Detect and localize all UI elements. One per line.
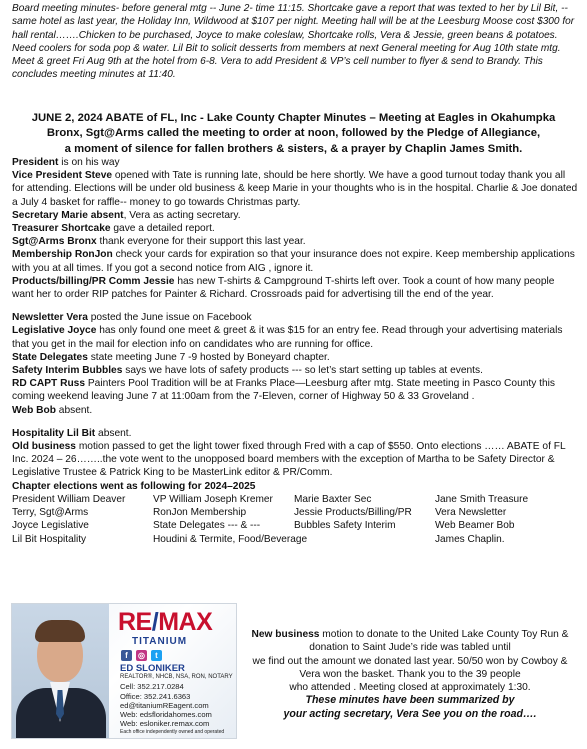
officer-entry: Houdini & Termite, Food/Beverage (153, 533, 308, 545)
closing-line: These minutes have been summarized by (305, 694, 515, 707)
agent-details (120, 664, 233, 738)
report-text: posted the June issue on Facebook (87, 312, 252, 324)
officer-entry: Web Beamer Bob (435, 520, 515, 532)
report-lead: Vice President Steve (12, 170, 113, 182)
twitter-icon[interactable]: t (151, 650, 162, 661)
officer-entry: Terry, Sgt@Arms (12, 507, 89, 519)
officer-entry: Joyce Legislative (12, 520, 89, 532)
report-paragraph (12, 324, 578, 350)
report-lead: Newsletter Vera (12, 312, 88, 324)
agent-name: ED SLONIKER (120, 663, 185, 674)
newbiz-line: we find out the amount we donated last year. 50/50 won by Cowboy & (252, 655, 568, 667)
report-paragraph (12, 311, 578, 324)
report-lead: Legislative Joyce (12, 325, 97, 337)
report-text: says we have lots of safety products --- so let’s start setting up tables at events. (122, 365, 483, 377)
meeting-title (0, 111, 587, 157)
report-paragraph (12, 235, 578, 248)
facebook-icon[interactable]: f (121, 650, 132, 661)
report-paragraph (12, 377, 578, 403)
agent-photo (12, 604, 109, 738)
social-icons (121, 650, 162, 661)
report-paragraph (12, 364, 578, 377)
remax-business-card (11, 603, 237, 739)
officer-entry: Bubbles Safety Interim (294, 520, 396, 532)
report-lead: Old business (12, 441, 76, 453)
report-text: absent. (95, 427, 132, 439)
report-lead: Secretary Marie absent (12, 209, 124, 221)
newbiz-line: Vera won the basket. Thank you to the 39 people (299, 668, 521, 680)
title-line: JUNE 2, 2024 ABATE of FL, Inc - Lake County Chapter Minutes – Meeting at Eagles in Okahumpka (31, 112, 556, 124)
officer-entry: Jane Smith Treasure (435, 493, 529, 505)
report-text: state meeting June 7 -9 hosted by Boneyard chapter. (87, 351, 330, 363)
officer-entry: James Chaplin. (435, 533, 505, 545)
logo-re: RE (118, 608, 152, 636)
officer-entry: Marie Baxter Sec (294, 493, 372, 505)
card-fine-print: Each office independently owned and operated (120, 729, 225, 736)
brand-subtitle: TITANIUM (132, 636, 188, 647)
officer-entry: Vera Newsletter (435, 507, 507, 519)
report-text: Painters Pool Tradition will be at Franks Place—Leesburg after mtg. State meeting in Pasco County this coming weekend leaving June 7 at 11:00am from the 7-Eleven, corner of Highway 50 & 33 Groveland . (12, 378, 556, 403)
officer-entry: State Delegates --- & --- (153, 520, 261, 532)
closing-line: your acting secretary, Vera See you on the road…. (283, 707, 537, 720)
report-text: , Vera as acting secretary. (123, 209, 241, 221)
report-lead: Sgt@Arms Bronx (12, 236, 97, 248)
paragraph-gap (12, 301, 578, 311)
agent-web-2[interactable]: Web: esloniker.remax.com (120, 719, 210, 729)
report-text: is on his way (58, 157, 120, 168)
officer-entry: RonJon Membership (153, 507, 247, 519)
report-paragraph (12, 169, 578, 209)
remax-logo (118, 608, 212, 637)
board-minutes-intro (12, 2, 578, 82)
report-text: has only found one meet & greet & it was $15 for an entry fee. Read through your advertising materials that you get in the mail for election info on candidates who are running for office. (12, 325, 563, 350)
title-line: a moment of silence for fallen brothers & sisters, & a prayer by Chaplin James Smith. (64, 142, 523, 155)
newbiz-line: donation to Saint Jude’s ride was tabled until (309, 642, 511, 654)
report-text: motion passed to get the light tower fixed through Fred with a cap of $550. Onto elections …… ABATE of FL Inc. 2024 – 26……..the vote went to the unopposed board members with the exception of Martha to be Safety Director & Legislative Trustee & Patrick King to be MasterLink editor & PR/Comm. (12, 441, 566, 479)
report-paragraph (12, 156, 578, 169)
report-paragraph (12, 209, 578, 222)
report-lead: RD CAPT Russ (12, 378, 86, 390)
officer-entry (294, 533, 435, 546)
agent-web-1[interactable]: Web: edsfloridahomes.com (120, 710, 212, 720)
report-paragraph (12, 480, 578, 493)
report-text: opened with Tate is running late, should be here shortly. We have a good turnout today thank you all for attending. Elections will be under old business & keep Marie in your thoughts who is in the hospital. Charlie & Joe donated a July 4 basket for raffle-- money to go towards Christmas party. (12, 170, 578, 208)
report-lead: Web Bob (12, 404, 56, 416)
agent-email[interactable]: ed@titaniumREagent.com (120, 700, 209, 710)
report-paragraph (12, 404, 578, 417)
report-text: gave a detailed report. (110, 223, 215, 235)
report-lead: Chapter elections went as following for 2024–2025 (12, 480, 256, 492)
agent-cell: Cell: 352.217.0284 (120, 682, 184, 692)
officer-entry: Jessie Products/Billing/PR (294, 507, 412, 519)
report-paragraph (12, 440, 578, 480)
newbiz-lead: New business (251, 629, 320, 640)
officer-entry: President William Deaver (12, 493, 126, 505)
officer-entry: VP William Joseph Kremer (153, 493, 273, 505)
report-lead: President (12, 157, 59, 168)
report-text: has new T-shirts & Campground T-shirts left over. Took a count of how many people want her to order RIP patches for Painter & Richard. Crossroads paid for advertising till the end of the year. (12, 275, 555, 301)
report-paragraph (12, 275, 578, 301)
newbiz-text: motion to donate to the United Lake County Toy Run & (319, 629, 569, 640)
report-paragraph (12, 222, 578, 235)
report-lead: Hospitality Lil Bit (12, 427, 96, 439)
report-paragraph (12, 248, 578, 274)
report-text: check your cards for expiration so that your insurance does not expire. Keep membership applications with you at all times. If you got a second notice from AIG , ignore it. (12, 249, 575, 274)
agent-credentials: REALTOR®, NHCB, NSA, RON, NOTARY (120, 674, 233, 681)
report-text: thank everyone for their support this last year. (96, 236, 306, 248)
newbiz-line (243, 628, 577, 641)
instagram-icon[interactable]: ◎ (136, 650, 147, 661)
newbiz-line: who attended . Meeting closed at approximately 1:30. (289, 682, 531, 694)
logo-slash: / (151, 608, 159, 636)
report-lead: Treasurer Shortcake (12, 223, 111, 235)
agent-office: Office: 352.241.6363 (120, 691, 191, 701)
minutes-body (12, 156, 578, 546)
report-lead: Products/billing/PR Comm Jessie (12, 275, 175, 287)
agent-hair (35, 620, 85, 642)
officer-grid (12, 493, 578, 546)
title-line: Bronx, Sgt@Arms called the meeting to order at noon, followed by the Pledge of Allegiance, (46, 127, 541, 140)
report-lead: Safety Interim Bubbles (12, 365, 123, 377)
report-lead: State Delegates (12, 351, 88, 363)
new-business-section (243, 628, 577, 721)
report-paragraph (12, 427, 578, 440)
officer-entry: Lil Bit Hospitality (12, 533, 87, 545)
report-paragraph (12, 351, 578, 364)
report-text: absent. (55, 404, 93, 416)
board-minutes-text: Board meeting minutes- before general mtg -- June 2- time 11:15. Shortcake gave a report that was texted to her by Lil Bit, -- same hotel as last year, the Holiday Inn, Wildwood at $107 per night. Meeting hall will be at the Leesburg Moose cost $300 for hall rental…….Chicken to be purchased, Joyce to make coleslaw, Shortcake rolls, Vera & Jessie, green beans & potatoes. Need coolers for soda pop & water. Lil Bit to solicit desserts from members at next General meeting for Aug 10th state mtg. Meet & greet Fri Aug 9th at the hotel from 6-8. Vera to add President & VP’s cell number to flyer & send to Brandy. This concludes meeting minutes at 11:40. (12, 3, 575, 81)
paragraph-gap (12, 417, 578, 427)
report-lead: Membership RonJon (12, 249, 113, 261)
logo-max: MAX (158, 608, 213, 636)
